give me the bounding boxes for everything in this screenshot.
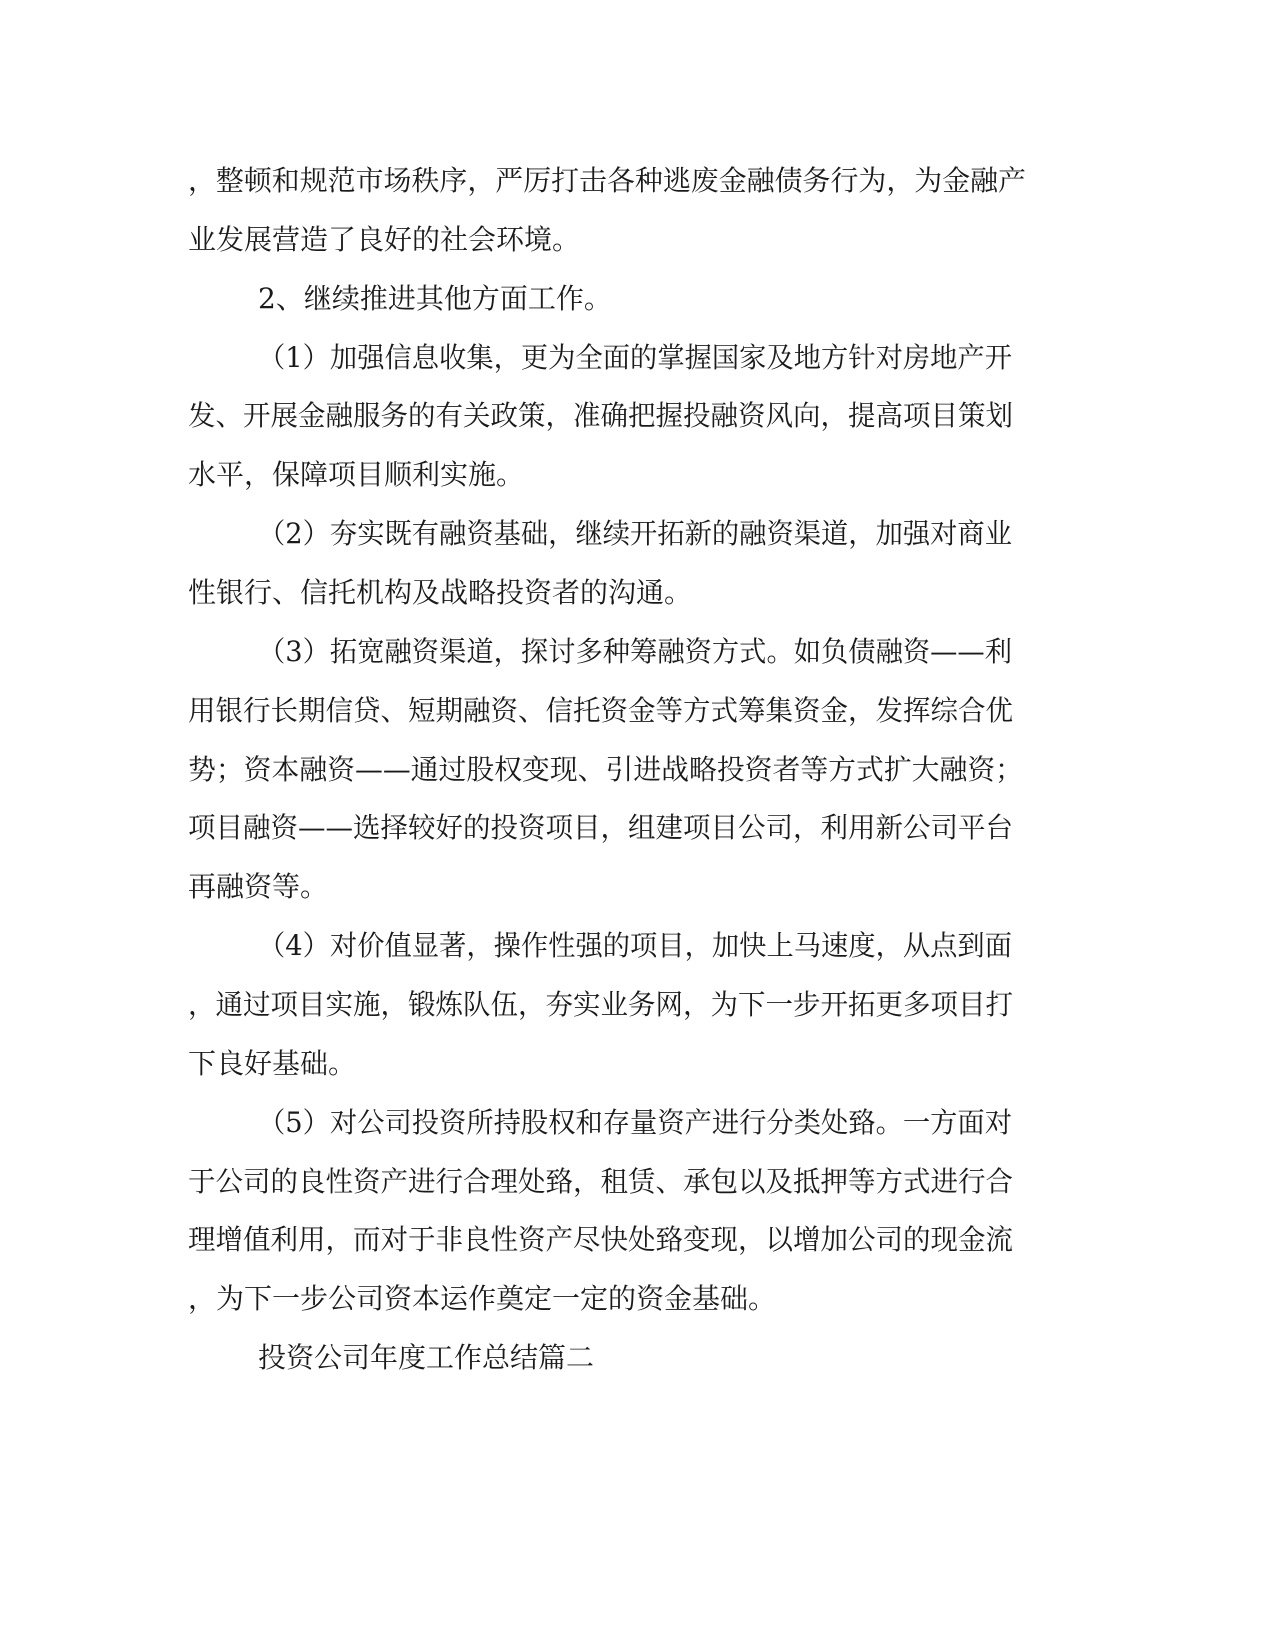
paragraph-line: 理增值利用，而对于非良性资产尽快处臵变现，以增加公司的现金流 <box>188 1223 1013 1256</box>
paragraph-line: （1）加强信息收集，更为全面的掌握国家及地方针对房地产开 <box>258 341 1012 374</box>
paragraph-line: 于公司的良性资产进行合理处臵，租赁、承包以及抵押等方式进行合 <box>188 1165 1013 1198</box>
section-heading: 2、继续推进其他方面工作。 <box>258 282 612 315</box>
paragraph-line: ，通过项目实施，锻炼队伍，夯实业务网，为下一步开拓更多项目打 <box>188 988 1013 1021</box>
paragraph-line: 发、开展金融服务的有关政策，准确把握投融资风向，提高项目策划 <box>188 399 1013 432</box>
paragraph-line: （4）对价值显著，操作性强的项目，加快上马速度，从点到面 <box>258 929 1012 962</box>
paragraph-line: （5）对公司投资所持股权和存量资产进行分类处臵。一方面对 <box>258 1106 1012 1139</box>
section-title: 投资公司年度工作总结篇二 <box>258 1341 595 1374</box>
paragraph-line: ，整顿和规范市场秩序，严厉打击各种逃废金融债务行为，为金融产 <box>188 164 1026 197</box>
paragraph-line: 势；资本融资——通过股权变现、引进战略投资者等方式扩大融资； <box>188 753 1023 786</box>
paragraph-line: （3）拓宽融资渠道，探讨多种筹融资方式。如负债融资——利 <box>258 635 1012 668</box>
paragraph-line: 再融资等。 <box>188 870 329 903</box>
paragraph-line: 业发展营造了良好的社会环境。 <box>188 223 581 256</box>
paragraph-line: 下良好基础。 <box>188 1047 357 1080</box>
paragraph-line: 水平，保障项目顺利实施。 <box>188 458 525 491</box>
paragraph-line: 用银行长期信贷、短期融资、信托资金等方式筹集资金，发挥综合优 <box>188 694 1013 727</box>
paragraph-line: 项目融资——选择较好的投资项目，组建项目公司，利用新公司平台 <box>188 811 1013 844</box>
paragraph-line: 性银行、信托机构及战略投资者的沟通。 <box>188 576 693 609</box>
paragraph-line: ，为下一步公司资本运作奠定一定的资金基础。 <box>188 1282 777 1315</box>
paragraph-line: （2）夯实既有融资基础，继续开拓新的融资渠道，加强对商业 <box>258 517 1012 550</box>
